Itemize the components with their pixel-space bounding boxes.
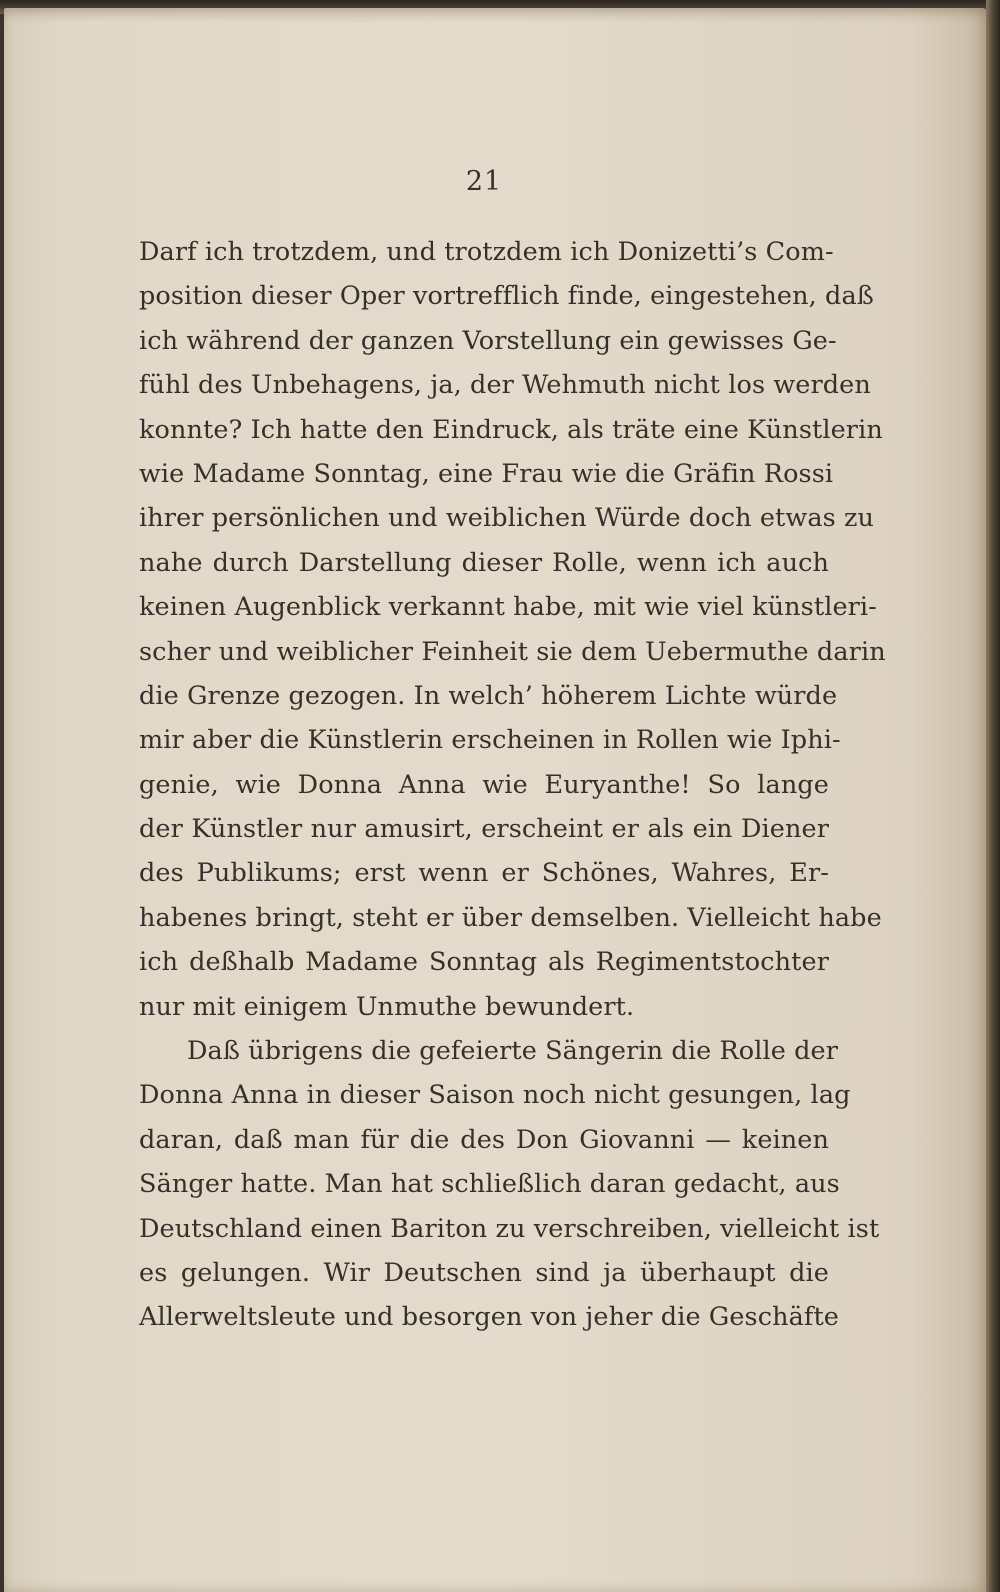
text-line: daran, daß man für die des Don Giovanni — keinen (139, 1124, 829, 1155)
text-line: wie Madame Sonntag, eine Frau wie die Gräfin Rossi (139, 458, 834, 489)
text-line: Sänger hatte. Man hat schließlich daran gedacht, aus (139, 1169, 840, 1200)
text-line: Daß übrigens die gefeierte Sängerin die Rolle der (187, 1036, 839, 1067)
paragraph (139, 230, 886, 1029)
text-line: genie, wie Donna Anna wie Euryanthe! So lange (139, 769, 829, 800)
text-line: Darf ich trotzdem, und trotzdem ich Donizetti’s Com- (139, 237, 834, 267)
text-line: ihrer persönlichen und weiblichen Würde doch etwas zu (139, 503, 875, 534)
paragraph (139, 1029, 880, 1340)
text-line: fühl des Unbehagens, ja, der Wehmuth nicht los werden (139, 370, 871, 401)
text-line: nur mit einigem Unmuthe bewundert. (139, 991, 635, 1022)
text-line: mir aber die Künstlerin erscheinen in Rollen wie Iphi- (139, 725, 841, 756)
book-page (4, 8, 988, 1592)
text-line: konnte? Ich hatte den Eindruck, als träte eine Künstlerin (139, 414, 883, 445)
text-line: scher und weiblicher Feinheit sie dem Uebermuthe darin (139, 636, 886, 667)
text-line: nahe durch Darstellung dieser Rolle, wenn ich auch (139, 547, 829, 578)
text-line: ich deßhalb Madame Sonntag als Regimentstochter (139, 947, 829, 978)
text-line: ich während der ganzen Vorstellung ein gewisses Ge- (139, 325, 837, 356)
book-right-edge (986, 0, 1000, 1592)
text-line: habenes bringt, steht er über demselben. Vielleicht habe (139, 902, 882, 933)
text-line: die Grenze gezogen. In welch’ höherem Lichte würde (139, 680, 838, 711)
page-number: 21 (465, 166, 503, 197)
text-line: es gelungen. Wir Deutschen sind ja überhaupt die (139, 1257, 829, 1288)
text-line: des Publikums; erst wenn er Schönes, Wahres, Er- (139, 858, 829, 889)
text-line: Allerweltsleute und besorgen von jeher die Geschäfte (139, 1302, 839, 1333)
text-line: der Künstler nur amusirt, erscheint er als ein Diener (139, 814, 829, 845)
text-line: keinen Augenblick verkannt habe, mit wie viel künstleri- (139, 592, 877, 623)
text-line: position dieser Oper vortrefflich finde, eingestehen, daß (139, 281, 874, 312)
body-text (139, 230, 886, 1340)
text-line: Deutschland einen Bariton zu verschreiben, vielleicht ist (139, 1213, 880, 1244)
text-line: Donna Anna in dieser Saison noch nicht gesungen, lag (139, 1080, 851, 1111)
